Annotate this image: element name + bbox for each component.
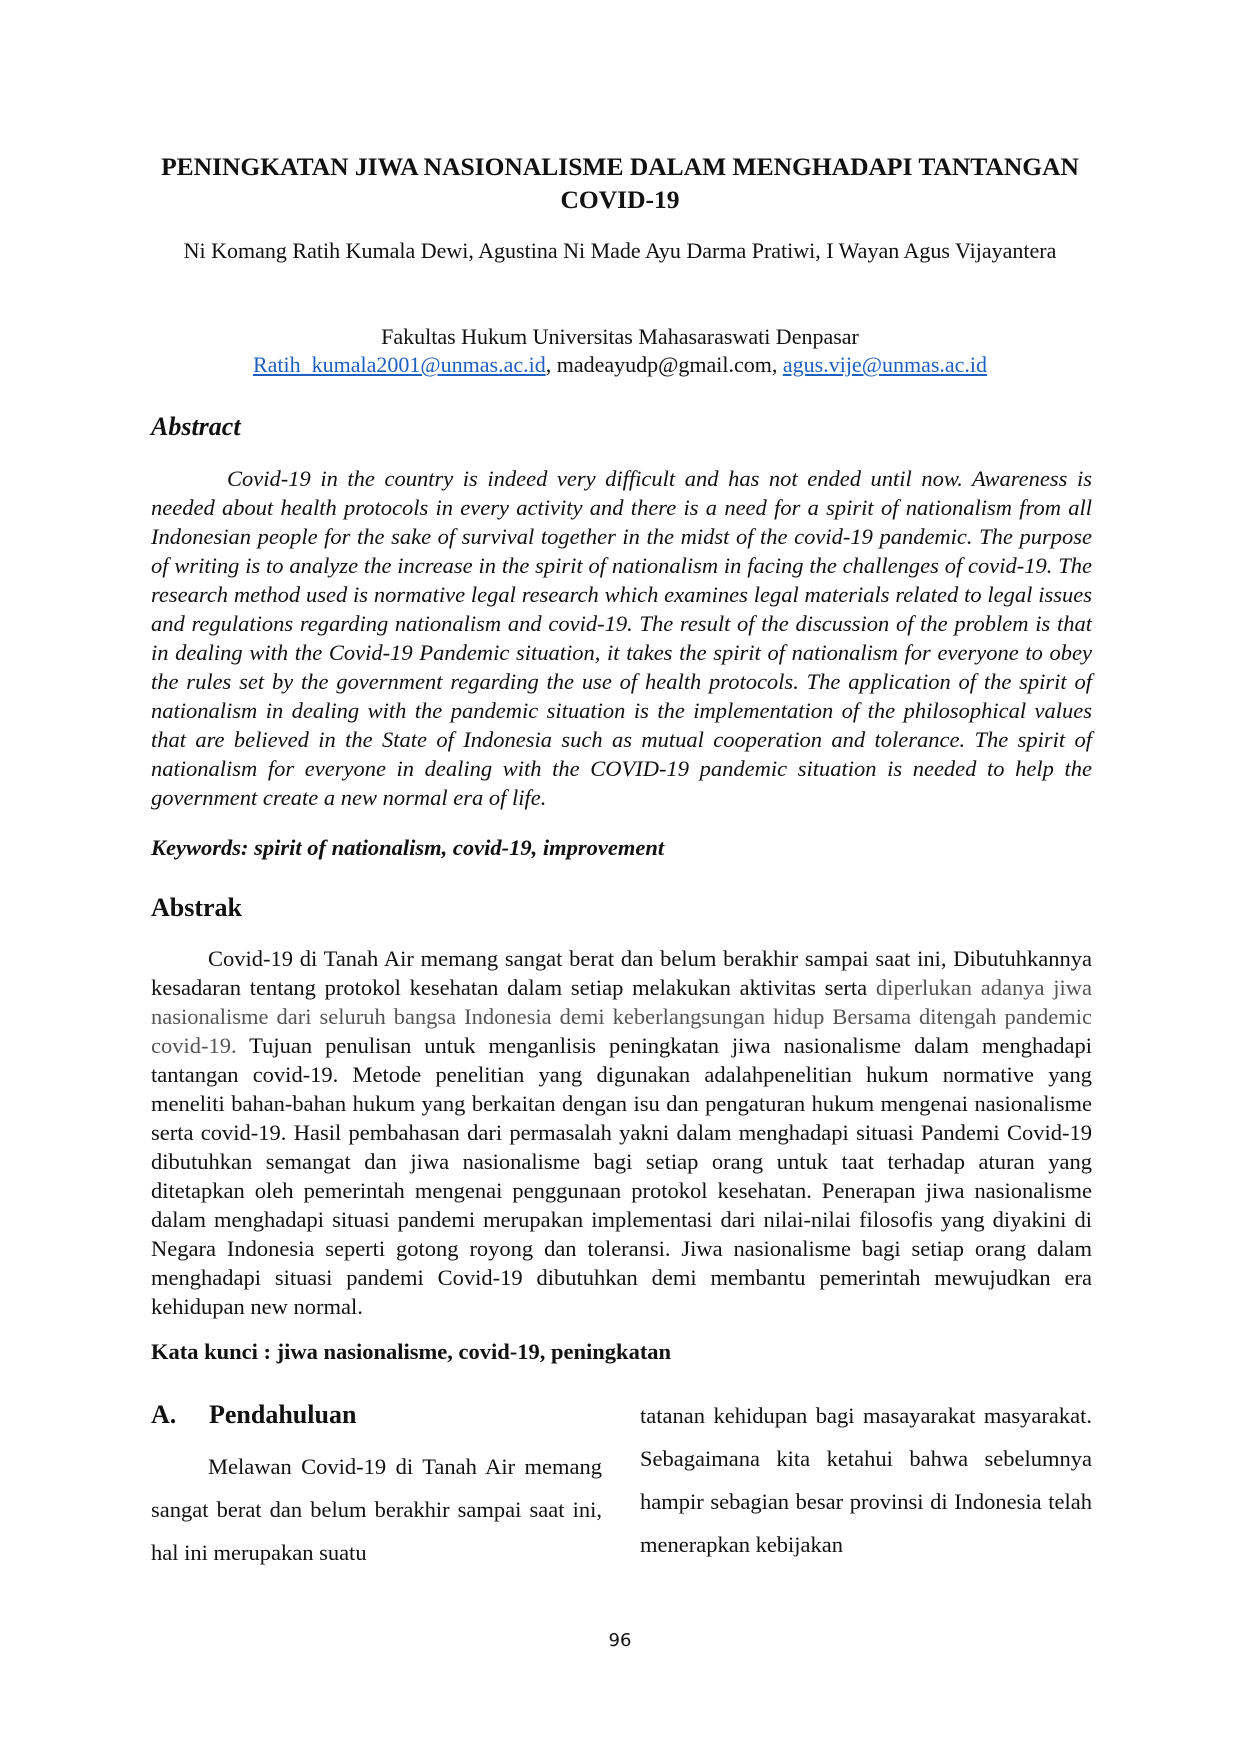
abstrak-text-grey: diperlukan adanya jiwa nasionalisme dari seluruh bangsa Indonesia demi keberlangsungan hidup Bersama ditengah pandemic covid-19. bbox=[151, 975, 1092, 1058]
section-heading-pendahuluan bbox=[151, 1400, 356, 1430]
section-title: Pendahuluan bbox=[209, 1400, 357, 1429]
email-separator: , bbox=[545, 352, 557, 377]
paper-title: PENINGKATAN JIWA NASIONALISME DALAM MENGHADAPI TANTANGAN COVID-19 bbox=[161, 152, 1079, 214]
pendahuluan-right-column: tatanan kehidupan bagi masayarakat masyarakat. Sebagaimana kita ketahui bahwa sebelumnya hampir sebagian besar provinsi di Indonesia telah menerapkan kebijakan bbox=[640, 1403, 1092, 1557]
pendahuluan-left-column: Melawan Covid-19 di Tanah Air memang sangat berat dan belum berakhir sampai saat ini, hal ini merupakan suatu bbox=[151, 1454, 602, 1565]
email-madeayudp: madeayudp@gmail.com bbox=[556, 352, 772, 377]
author-emails bbox=[150, 351, 1090, 378]
keywords-english: Keywords: spirit of nationalism, covid-19, improvement bbox=[151, 835, 665, 860]
kata-kunci: Kata kunci : jiwa nasionalisme, covid-19, peningkatan bbox=[151, 1339, 672, 1364]
email-link-ratih[interactable]: Ratih_kumala2001@unmas.ac.id bbox=[252, 352, 546, 377]
abstrak-heading: Abstrak bbox=[151, 893, 243, 922]
abstrak-text-part-2: Tujuan penulisan untuk menganlisis peningkatan jiwa nasionalisme dalam menghadapi tantangan covid-19. Metode penelitian yang digunakan adalahpenelitian hukum normative yang meneliti bahan-bahan hukum yang berkaitan dengan isu dan pengaturan hukum mengenai nasionalisme serta covid-19. Hasil pembahasan dari permasalah yakni dalam menghadapi situasi Pandemi Covid-19 dibutuhkan semangat dan jiwa nasionalisme bagi setiap orang untuk taat terhadap aturan yang ditetapkan oleh pemerintah mengenai penggunaan protokol kesehatan. Penerapan jiwa nasionalisme dalam menghadapi situasi pandemi merupakan implementasi dari nilai-nilai filosofis yang diyakini di Negara Indonesia seperti gotong royong dan toleransi. Jiwa nasionalisme bagi setiap orang dalam menghadapi situasi pandemi Covid-19 dibutuhkan demi membantu pemerintah mewujudkan era kehidupan new normal. bbox=[151, 1033, 1092, 1319]
page-number: 96 bbox=[608, 1630, 632, 1651]
abstract-heading: Abstract bbox=[151, 412, 241, 441]
abstract-english-body: Covid-19 in the country is indeed very difficult and has not ended until now. Awareness is needed about health protocols in every activity and there is a need for a spirit of nationalism from all Indonesian people for the sake of survival together in the midst of the covid-19 pandemic. The purpose of writing is to analyze the increase in the spirit of nationalism in facing the challenges of covid-19. The research method used is normative legal research which examines legal materials related to legal issues and regulations regarding nationalism and covid-19. The result of the discussion of the problem is that in dealing with the Covid-19 Pandemic situation, it takes the spirit of nationalism for everyone to obey the rules set by the government regarding the use of health protocols. The application of the spirit of nationalism in dealing with the pandemic situation is the implementation of the philosophical values that are believed in the State of Indonesia such as mutual cooperation and tolerance. The spirit of nationalism for everyone in dealing with the COVID-19 pandemic situation is needed to help the government create a new normal era of life. bbox=[151, 466, 1092, 810]
section-number: A. bbox=[151, 1400, 177, 1429]
email-separator: , bbox=[771, 352, 783, 377]
email-link-agus[interactable]: agus.vije@unmas.ac.id bbox=[782, 352, 988, 377]
affiliation: Fakultas Hukum Universitas Mahasaraswati Denpasar bbox=[381, 324, 859, 349]
abstrak-indonesian-body bbox=[151, 944, 1092, 1321]
abstrak-text-part-1: Covid-19 di Tanah Air memang sangat berat dan belum berakhir sampai saat ini, Dibutuhkannya kesadaran tentang protokol kesehatan dalam setiap melakukan aktivitas serta bbox=[151, 946, 1092, 1000]
author-list: Ni Komang Ratih Kumala Dewi, Agustina Ni Made Ayu Darma Pratiwi, I Wayan Agus Vijayantera bbox=[183, 238, 1057, 263]
